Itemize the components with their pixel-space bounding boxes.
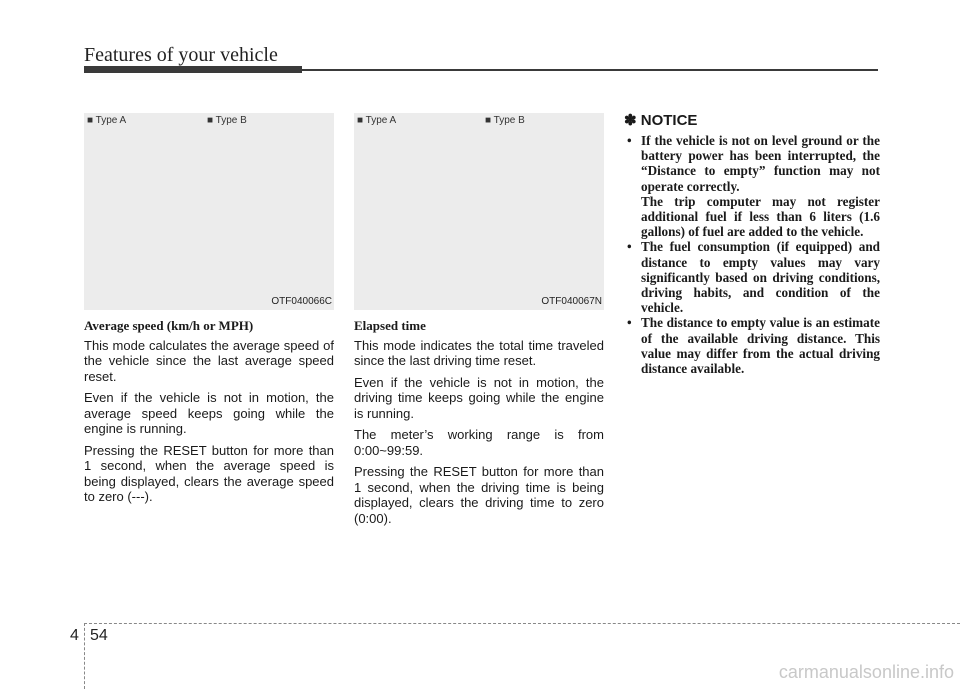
notice-item: [624, 133, 880, 239]
figure-type-b-label: ■ Type B: [485, 115, 525, 126]
paragraph: This mode calculates the average speed of the vehicle since the last average speed reset.: [84, 337, 334, 384]
paragraph: Pressing the RESET button for more than 1 second, when the driving time is being displayed, clears the driving time to zero (0:00).: [354, 464, 604, 526]
chapter-number: 4: [70, 627, 79, 644]
notice-title: ✽ NOTICE: [624, 112, 698, 129]
figure-type-b-label: ■ Type B: [207, 115, 247, 126]
footer-rule: [84, 623, 960, 624]
notice-item: [624, 239, 880, 315]
elapsed-time-section: [354, 318, 604, 532]
header-rule: [300, 69, 878, 71]
watermark: carmanualsonline.info: [778, 662, 954, 682]
paragraph: The meter’s working range is from 0:00~99:59.: [354, 427, 604, 458]
paragraph: This mode indicates the total time traveled since the last driving time reset.: [354, 337, 604, 368]
footer-divider: [84, 623, 85, 689]
notice-item-continuation: The trip computer may not register additional fuel if less than 6 liters (1.6 gallons) of fuel are added to the vehicle.: [641, 193, 880, 240]
page-number: 54: [90, 627, 108, 644]
notice-item-text: If the vehicle is not on level ground or the battery power has been interrupted, the “Distance to empty” function may not operate correctly.: [641, 133, 880, 194]
header-title: Features of your vehicle: [84, 44, 278, 66]
notice-box: [624, 111, 880, 376]
figure-code: OTF040066C: [271, 296, 332, 307]
header-bar-thick: [84, 66, 302, 73]
figure-average-speed: [84, 113, 334, 310]
figure-type-a-label: ■ Type A: [357, 115, 397, 126]
paragraph: Even if the vehicle is not in motion, the average speed keeps going while the engine is running.: [84, 390, 334, 436]
section-heading: Average speed (km/h or MPH): [84, 318, 254, 333]
paragraph: Even if the vehicle is not in motion, the driving time keeps going while the engine is running.: [354, 374, 604, 421]
figure-type-a-label: ■ Type A: [87, 115, 127, 126]
paragraph: Pressing the RESET button for more than 1 second, when the average speed is being displayed, clears the average speed to zero (---).: [84, 442, 334, 504]
average-speed-section: [84, 318, 334, 511]
notice-item: [624, 315, 880, 376]
notice-item-text: The fuel consumption (if equipped) and distance to empty values may vary significantly based on driving conditions, driving habits, and condition of the vehicle.: [641, 239, 880, 316]
figure-elapsed-time: [354, 113, 604, 310]
notice-item-text: The distance to empty value is an estimate of the available driving distance. This value may differ from the actual driving distance available.: [641, 315, 880, 377]
section-heading: Elapsed time: [354, 318, 426, 333]
notice-list: [624, 133, 880, 376]
figure-code: OTF040067N: [541, 296, 602, 307]
